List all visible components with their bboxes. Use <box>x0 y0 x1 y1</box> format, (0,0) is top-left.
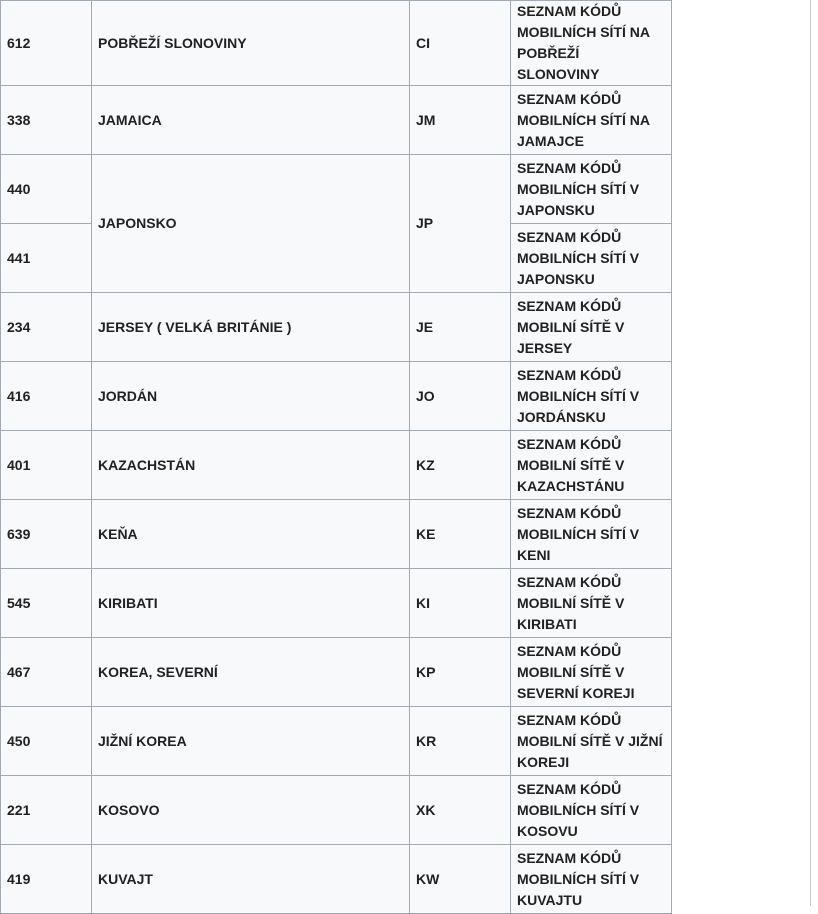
table-row <box>1 776 672 845</box>
table-row <box>1 638 672 707</box>
mcc-cell: 545 <box>1 569 92 638</box>
mcc-cell: 612 <box>1 1 92 86</box>
country-cell: KUVAJT <box>92 845 410 914</box>
iso-cell: JO <box>410 362 511 431</box>
country-cell: JIŽNÍ KOREA <box>92 707 410 776</box>
country-cell: POBŘEŽÍ SLONOVINY <box>92 1 410 86</box>
country-cell: KIRIBATI <box>92 569 410 638</box>
network-list-link[interactable]: SEZNAM KÓDŮ MOBILNÍCH SÍTÍ NA JAMAJCE <box>511 86 672 155</box>
network-list-link[interactable]: SEZNAM KÓDŮ MOBILNÍCH SÍTÍ V JORDÁNSKU <box>511 362 672 431</box>
table-row <box>1 155 672 224</box>
mcc-cell: 441 <box>1 224 92 293</box>
iso-cell: JM <box>410 86 511 155</box>
table-row <box>1 500 672 569</box>
network-list-link[interactable]: SEZNAM KÓDŮ MOBILNÍCH SÍTÍ NA POBŘEŽÍ SLONOVINY <box>511 1 672 86</box>
table-row <box>1 707 672 776</box>
mcc-cell: 338 <box>1 86 92 155</box>
iso-cell: KZ <box>410 431 511 500</box>
iso-cell: XK <box>410 776 511 845</box>
iso-cell: KI <box>410 569 511 638</box>
table-row <box>1 845 672 914</box>
table-row <box>1 293 672 362</box>
country-cell: KOREA, SEVERNÍ <box>92 638 410 707</box>
network-list-link[interactable]: SEZNAM KÓDŮ MOBILNÍCH SÍTÍ V KOSOVU <box>511 776 672 845</box>
network-list-link[interactable]: SEZNAM KÓDŮ MOBILNÍ SÍTĚ V KAZACHSTÁNU <box>511 431 672 500</box>
iso-cell: JE <box>410 293 511 362</box>
country-cell: KEŇA <box>92 500 410 569</box>
network-list-link[interactable]: SEZNAM KÓDŮ MOBILNÍCH SÍTÍ V KENI <box>511 500 672 569</box>
table-row <box>1 431 672 500</box>
network-list-link[interactable]: SEZNAM KÓDŮ MOBILNÍ SÍTĚ V JERSEY <box>511 293 672 362</box>
table-row <box>1 569 672 638</box>
iso-cell: CI <box>410 1 511 86</box>
network-list-link[interactable]: SEZNAM KÓDŮ MOBILNÍ SÍTĚ V KIRIBATI <box>511 569 672 638</box>
country-cell: JAMAICA <box>92 86 410 155</box>
mcc-cell: 450 <box>1 707 92 776</box>
network-list-link[interactable]: SEZNAM KÓDŮ MOBILNÍCH SÍTÍ V JAPONSKU <box>511 155 672 224</box>
country-cell: KAZACHSTÁN <box>92 431 410 500</box>
mcc-cell: 639 <box>1 500 92 569</box>
iso-cell: KR <box>410 707 511 776</box>
table-row <box>1 1 672 86</box>
page-edge-line <box>810 0 811 906</box>
country-cell: JAPONSKO <box>92 155 410 293</box>
iso-cell: KP <box>410 638 511 707</box>
network-list-link[interactable]: SEZNAM KÓDŮ MOBILNÍ SÍTĚ V JIŽNÍ KOREJI <box>511 707 672 776</box>
table-row <box>1 86 672 155</box>
iso-cell: KE <box>410 500 511 569</box>
mcc-cell: 401 <box>1 431 92 500</box>
mcc-cell: 419 <box>1 845 92 914</box>
network-list-link[interactable]: SEZNAM KÓDŮ MOBILNÍCH SÍTÍ V JAPONSKU <box>511 224 672 293</box>
iso-cell: JP <box>410 155 511 293</box>
mcc-cell: 440 <box>1 155 92 224</box>
mcc-cell: 467 <box>1 638 92 707</box>
mcc-cell: 221 <box>1 776 92 845</box>
mcc-cell: 416 <box>1 362 92 431</box>
network-list-link[interactable]: SEZNAM KÓDŮ MOBILNÍCH SÍTÍ V KUVAJTU <box>511 845 672 914</box>
country-cell: JERSEY ( VELKÁ BRITÁNIE ) <box>92 293 410 362</box>
country-cell: JORDÁN <box>92 362 410 431</box>
network-list-link[interactable]: SEZNAM KÓDŮ MOBILNÍ SÍTĚ V SEVERNÍ KOREJI <box>511 638 672 707</box>
country-cell: KOSOVO <box>92 776 410 845</box>
iso-cell: KW <box>410 845 511 914</box>
mcc-cell: 234 <box>1 293 92 362</box>
table-row <box>1 362 672 431</box>
